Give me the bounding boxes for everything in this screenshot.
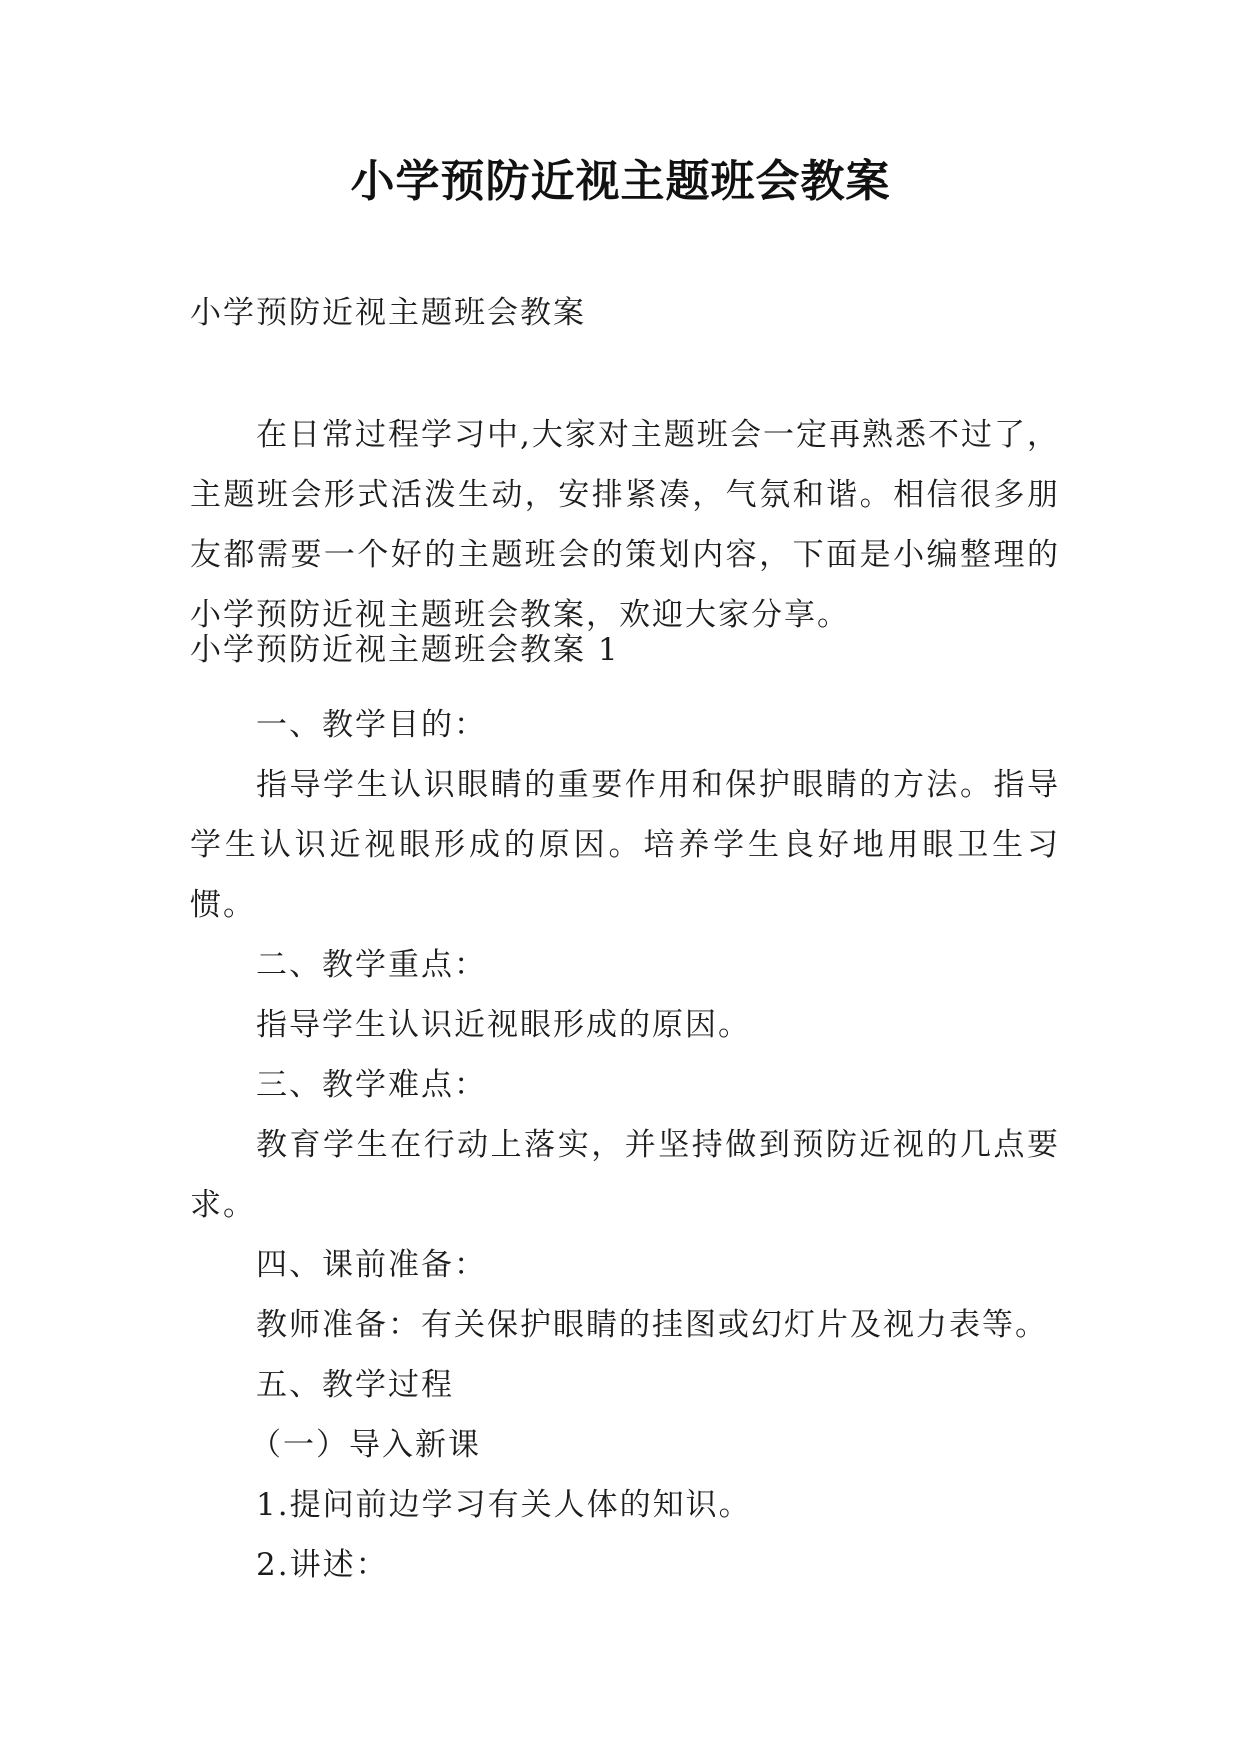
process-subheading: （一）导入新课 xyxy=(250,1427,481,1463)
lesson-content xyxy=(190,695,1060,1595)
objective-text: 指导学生认识眼睛的重要作用和保护眼睛的方法。指导学生认识近视眼形成的原因。培养学生良好地用眼卫生习惯。 xyxy=(190,767,1060,923)
difficulty-text: 教育学生在行动上落实，并坚持做到预防近视的几点要求。 xyxy=(190,1127,1060,1223)
process-item-1: 1.提问前边学习有关人体的知识。 xyxy=(256,1487,752,1523)
difficulty-heading: 三、教学难点： xyxy=(256,1067,487,1103)
keypoint-heading: 二、教学重点： xyxy=(256,947,487,983)
preparation-heading: 四、课前准备： xyxy=(256,1247,487,1283)
section-heading: 小学预防近视主题班会教案 1 xyxy=(190,632,620,668)
objective-heading: 一、教学目的： xyxy=(256,707,487,743)
document-title: 小学预防近视主题班会教案 xyxy=(350,156,891,207)
keypoint-text: 指导学生认识近视眼形成的原因。 xyxy=(256,1007,751,1043)
intro-paragraph: 在日常过程学习中,大家对主题班会一定再熟悉不过了，主题班会形式活泼生动，安排紧凑，气氛和谐。相信很多朋友都需要一个好的主题班会的策划内容，下面是小编整理的小学预防近视主题班会教案，欢迎大家分享。 xyxy=(190,417,1060,633)
process-heading: 五、教学过程 xyxy=(256,1367,454,1403)
process-item-2: 2.讲述： xyxy=(256,1547,389,1583)
preparation-text: 教师准备：有关保护眼睛的挂图或幻灯片及视力表等。 xyxy=(256,1307,1048,1343)
document-subtitle: 小学预防近视主题班会教案 xyxy=(190,295,586,331)
